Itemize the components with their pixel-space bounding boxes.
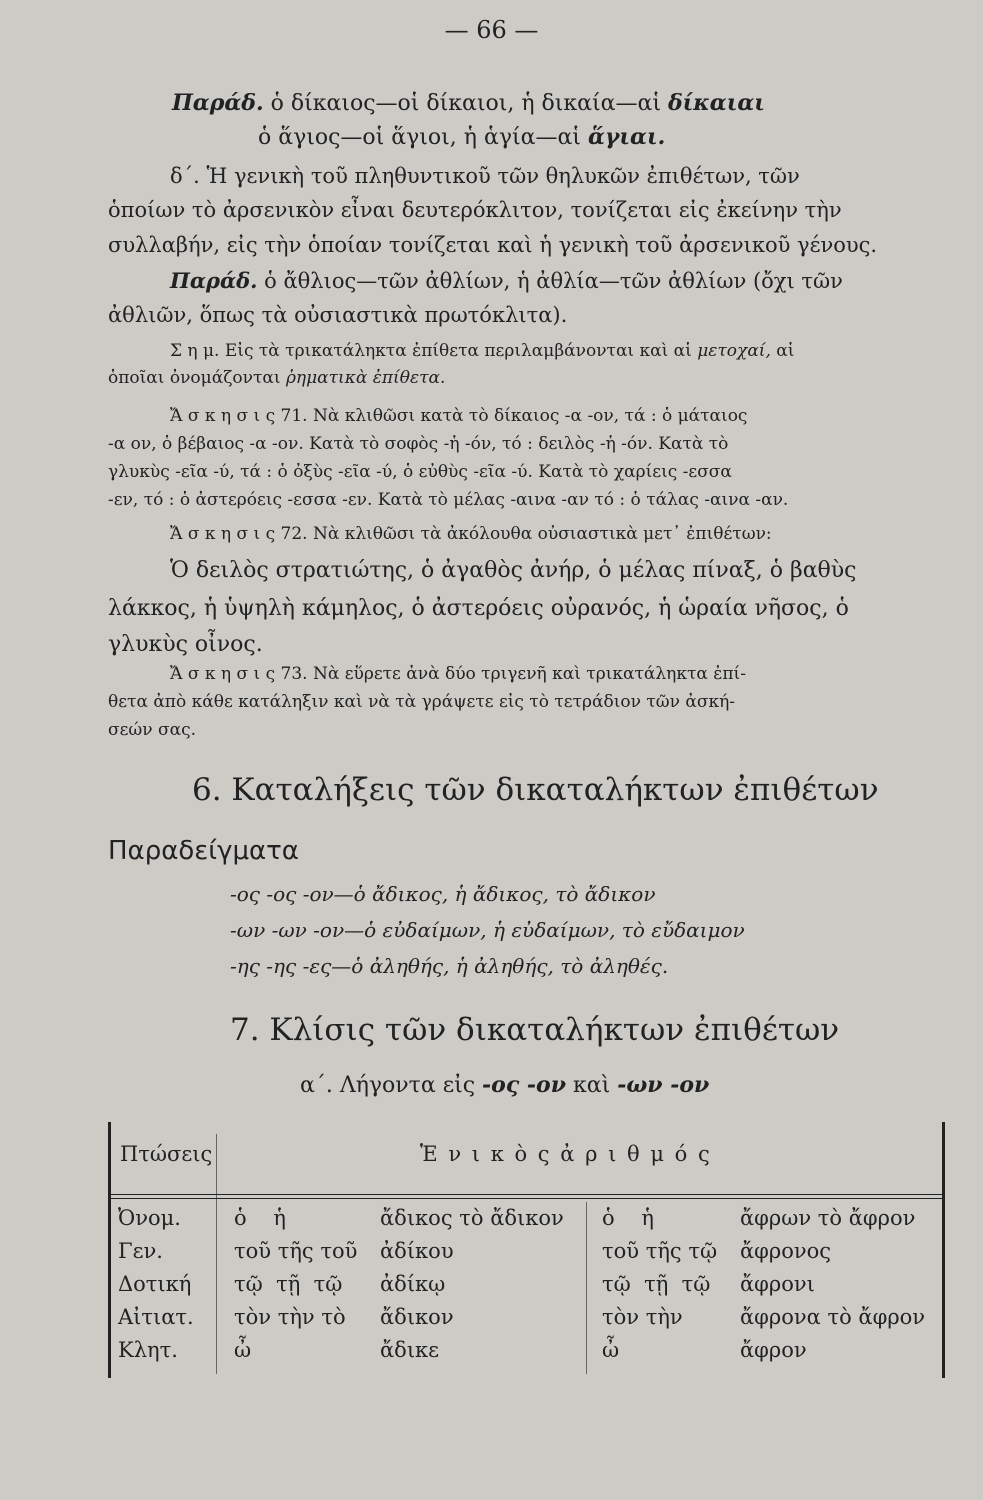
article-left: ὦ — [234, 1338, 252, 1362]
exercise-73-line: σεών σας. — [108, 720, 197, 740]
article-right: τοῦ τῆς τῷ — [602, 1239, 718, 1263]
example-text: ὁ δίκαιος—οἱ δίκαιοι, ἡ δικαία—αἱ — [270, 91, 661, 116]
ending-pattern: -ος -ον — [482, 1072, 566, 1098]
paradeigma-label: Παράδ. — [172, 90, 264, 116]
example-emphasis: ἅγιαι. — [587, 124, 666, 150]
section-7-heading: 7. Κλίσις τῶν δικαταλήκτων ἐπιθέτων — [230, 1012, 840, 1048]
ending-example: -ων -ων -ον—ὁ εὐδαίμων, ἡ εὐδαίμων, τὸ εὔδαιμον — [230, 918, 745, 942]
form-left: ἄδικε — [380, 1338, 440, 1362]
declension-table — [108, 1122, 946, 1378]
middle-column-divider — [586, 1202, 587, 1374]
header-rule — [108, 1198, 945, 1199]
paragraph-line: δ΄. Ἡ γενικὴ τοῦ πληθυντικοῦ τῶν θηλυκῶν ἐπιθέτων, τῶν — [170, 164, 800, 188]
ending-example: -ης -ης -ες—ὁ ἀληθής, ἡ ἀληθής, τὸ ἀληθές. — [230, 954, 669, 978]
form-right: ἄφρονι — [740, 1272, 815, 1296]
paragraph-line — [170, 268, 843, 293]
case-name: Γεν. — [118, 1239, 163, 1263]
exercise-71-line: Ἄ σ κ η σ ι ς 71. Νὰ κλιθῶσι κατὰ τὸ δίκαιος -α -ον, τά : ὁ μάταιος — [170, 406, 748, 426]
subheading-text: καὶ — [572, 1073, 611, 1098]
note-emphasis: ῥηματικὰ ἐπίθετα. — [285, 368, 446, 388]
paradeigma-label: Παράδ. — [170, 268, 258, 293]
paragraph-line: ἀθλιῶν, ὅπως τὰ οὐσιαστικὰ πρωτόκλιτα). — [108, 303, 568, 327]
exercise-72-line: λάκκος, ἡ ὑψηλὴ κάμηλος, ὁ ἀστερόεις οὐρανός, ἡ ὡραία νῆσος, ὁ — [108, 596, 849, 621]
exercise-71-line: -α ον, ὁ βέβαιος -α -ον. Κατὰ τὸ σοφὸς -ἡ -όν, τό : δειλὸς -ἡ -όν. Κατὰ τὸ — [108, 434, 729, 454]
article-right: τῷ τῇ τῷ — [602, 1272, 711, 1296]
form-left: ἀδίκου — [380, 1239, 454, 1263]
paragraph-line: συλλαβήν, εἰς τὴν ὁποίαν τονίζεται καὶ ἡ γενικὴ τοῦ ἀρσενικοῦ γένους. — [108, 233, 878, 257]
note-line — [108, 368, 445, 388]
form-left: ἀδίκῳ — [380, 1272, 446, 1296]
cases-header: Πτώσεις — [120, 1142, 213, 1166]
form-right: ἄφρονος — [740, 1239, 832, 1263]
note-text: ὁποῖαι ὀνομάζονται — [108, 368, 281, 388]
article-right: τὸν τὴν — [602, 1305, 683, 1329]
form-left: ἄδικος τὸ ἄδικον — [380, 1206, 564, 1230]
article-left: τῷ τῇ τῷ — [234, 1272, 343, 1296]
case-name: Ὀνομ. — [118, 1206, 181, 1230]
case-column-divider — [216, 1134, 217, 1374]
paragraph-line: ὁποίων τὸ ἀρσενικὸν εἶναι δευτερόκλιτον, τονίζεται εἰς ἐκείνην τὴν — [108, 198, 842, 222]
article-left: ὁ ἡ — [234, 1206, 286, 1230]
case-name: Αἰτιατ. — [118, 1305, 194, 1329]
example-line-1 — [172, 90, 765, 116]
note-text: αἱ — [776, 341, 795, 361]
form-left: ἄδικον — [380, 1305, 454, 1329]
form-right: ἄφρονα τὸ ἄφρον — [740, 1305, 926, 1329]
article-right: ὦ — [602, 1338, 620, 1362]
form-right: ἄφρων τὸ ἄφρον — [740, 1206, 916, 1230]
article-left: τὸν τὴν τὸ — [234, 1305, 346, 1329]
article-right: ὁ ἡ — [602, 1206, 654, 1230]
exercise-71-line: -εν, τό : ὁ ἀστερόεις -εσσα -εν. Κατὰ τὸ μέλας -αινα -αν τό : ὁ τάλας -αινα -αν. — [108, 490, 789, 510]
subheading-text: α΄. Λήγοντα εἰς — [300, 1073, 476, 1098]
exercise-72-line: Ὁ δειλὸς στρατιώτης, ὁ ἀγαθὸς ἀνήρ, ὁ μέλας πίναξ, ὁ βαθὺς — [170, 558, 857, 583]
case-name: Δοτική — [118, 1272, 192, 1296]
note-emphasis: μετοχαί, — [697, 341, 771, 361]
section-6-heading: 6. Καταλήξεις τῶν δικαταλήκτων ἐπιθέτων — [192, 772, 879, 808]
note-label: Σ η μ. — [170, 341, 220, 361]
exercise-73-line: Ἄ σ κ η σ ι ς 73. Νὰ εὕρετε ἀνὰ δύο τριγενῆ καὶ τρικατάληκτα ἐπί- — [170, 664, 746, 684]
note-text: Εἰς τὰ τρικατάληκτα ἐπίθετα περιλαμβάνονται καὶ αἱ — [224, 341, 692, 361]
paradeigmata-subheading: Παραδείγματα — [108, 836, 299, 866]
exercise-72-line: γλυκὺς οἶνος. — [108, 632, 263, 657]
singular-number-header: Ἑ ν ι κ ὸ ς ἀ ρ ι θ μ ό ς — [420, 1142, 712, 1166]
section-7-subheading — [300, 1072, 709, 1098]
page-number: — 66 — — [444, 16, 539, 44]
form-right: ἄφρον — [740, 1338, 807, 1362]
header-rule — [108, 1194, 945, 1195]
exercise-72-line: Ἄ σ κ η σ ι ς 72. Νὰ κλιθῶσι τὰ ἀκόλουθα οὐσιαστικὰ μετ᾽ ἐπιθέτων: — [170, 524, 772, 544]
example-line-2 — [258, 124, 665, 150]
example-text: ὁ ἅγιος—οἱ ἅγιοι, ἡ ἁγία—αἱ — [258, 125, 581, 150]
paragraph-text: ὁ ἄθλιος—τῶν ἀθλίων, ἡ ἀθλία—τῶν ἀθλίων (ὄχι τῶν — [264, 269, 843, 293]
article-left: τοῦ τῆς τοῦ — [234, 1239, 358, 1263]
example-emphasis: δίκαιαι — [667, 90, 765, 116]
table-left-border — [108, 1122, 111, 1378]
ending-pattern: -ων -ον — [617, 1072, 710, 1098]
exercise-71-line: γλυκὺς -εῖα -ύ, τά : ὁ ὀξὺς -εῖα -ύ, ὁ εὐθὺς -εῖα -ύ. Κατὰ τὸ χαρίεις -εσσα — [108, 462, 732, 482]
exercise-73-line: θετα ἀπὸ κάθε κατάληξιν καὶ νὰ τὰ γράψετε εἰς τὸ τετράδιον τῶν ἀσκή- — [108, 692, 736, 712]
case-name: Κλητ. — [118, 1338, 178, 1362]
table-right-border — [942, 1122, 945, 1378]
ending-example: -ος -ος -ον—ὁ ἄδικος, ἡ ἄδικος, τὸ ἄδικον — [230, 882, 656, 906]
note-line — [170, 341, 794, 361]
